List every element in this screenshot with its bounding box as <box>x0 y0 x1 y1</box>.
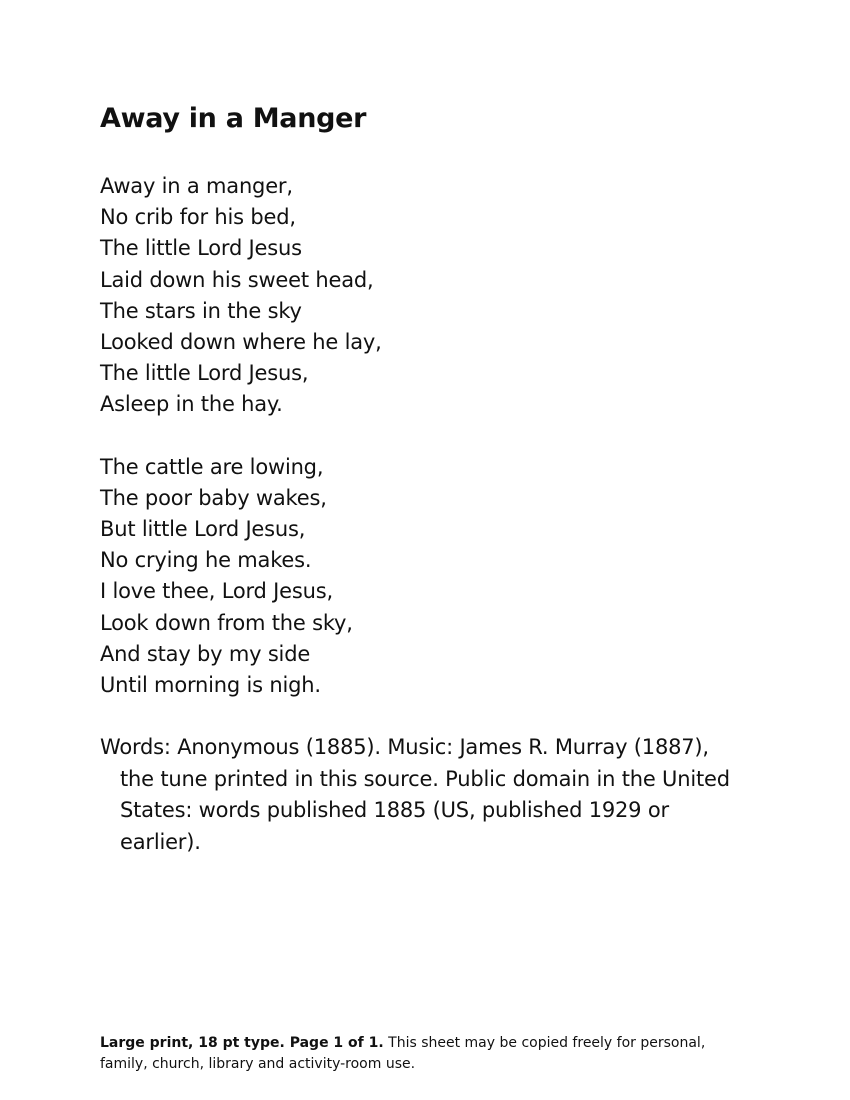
footer-copy-notice: This sheet may be copied freely for personal, family, church, library and activity-room use. <box>100 1035 706 1072</box>
verse-line: The stars in the sky <box>100 298 302 323</box>
verse-line: Laid down his sweet head, <box>100 267 374 292</box>
song-sheet <box>100 100 740 858</box>
verse-line: The poor baby wakes, <box>100 485 327 510</box>
page-footer <box>100 1033 750 1075</box>
verse-line: Look down from the sky, <box>100 610 353 635</box>
verse-line: Asleep in the hay. <box>100 392 283 417</box>
verse-line: No crib for his bed, <box>100 205 296 230</box>
verse-line: The cattle are lowing, <box>100 454 324 479</box>
verse-line: And stay by my side <box>100 641 311 666</box>
verse-2 <box>100 452 740 702</box>
verse-line: The little Lord Jesus <box>100 236 302 261</box>
verse-line: The little Lord Jesus, <box>100 361 309 386</box>
verse-line: No crying he makes. <box>100 548 312 573</box>
verse-line: Until morning is nigh. <box>100 673 321 698</box>
verse-line: Away in a manger, <box>100 174 293 198</box>
verse-line: I love thee, Lord Jesus, <box>100 579 333 604</box>
attribution-note: Words: Anonymous (1885). Music: James R. Murray (1887), the tune printed in this source. Public domain in the United States: words published 1885 (US, published 1929 or earlier). <box>100 735 730 854</box>
song-title: Away in a Manger <box>100 103 367 134</box>
verse-1 <box>100 171 740 421</box>
footer-print-info: Large print, 18 pt type. Page 1 of 1. <box>100 1035 384 1051</box>
verse-line: Looked down where he lay, <box>100 330 382 355</box>
verse-line: But little Lord Jesus, <box>100 517 306 542</box>
